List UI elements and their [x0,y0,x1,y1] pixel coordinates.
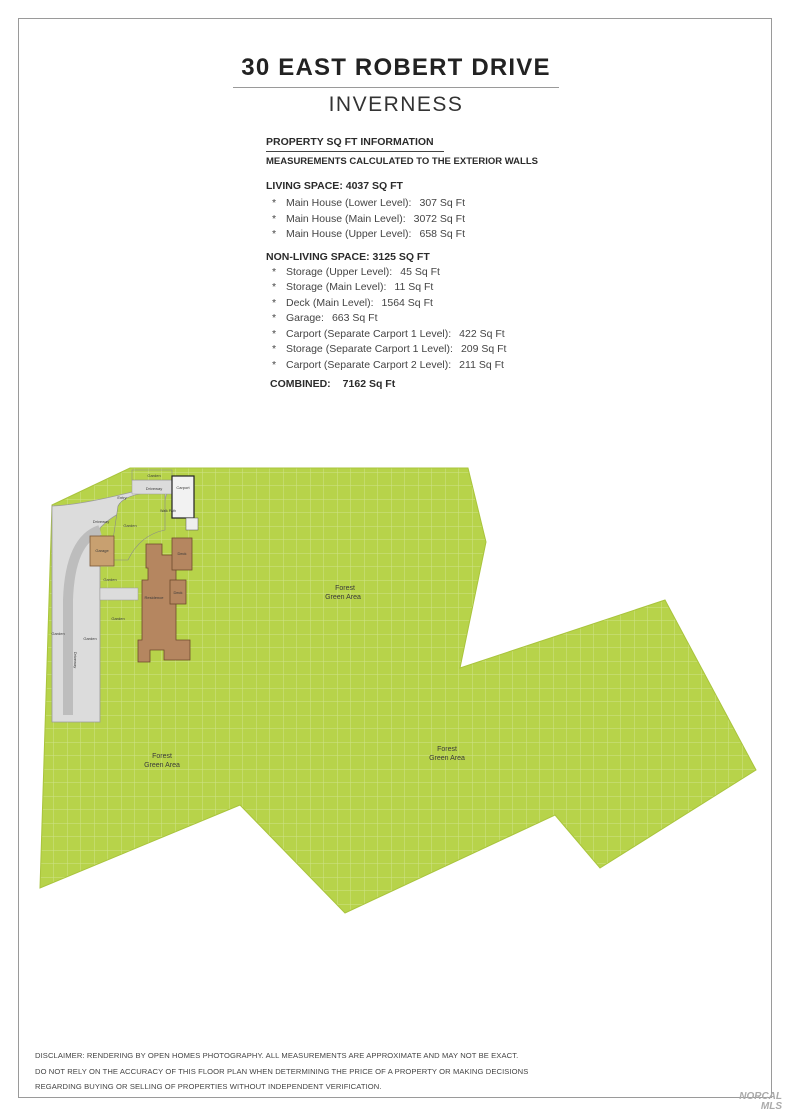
list-item: * Main House (Upper Level): 658 Sq Ft [272,228,466,240]
disclaimer-line: REGARDING BUYING OR SELLING OF PROPERTIES WITHOUT INDEPENDENT VERIFICATION. [35,1082,382,1091]
living-space-heading: LIVING SPACE: 4037 SQ FT [266,180,403,192]
non-living-space-list [266,265,538,374]
entry-label: Entry [117,495,127,500]
residence-label: Residence [144,595,164,600]
sqft-info-divider [266,151,444,152]
garden-label-top: Garden [147,473,161,478]
site-plan [0,460,792,930]
walk-path-label: Walk Path [160,509,176,513]
combined-value: 7162 Sq Ft [342,378,396,390]
garden-label-front: Garden [123,523,137,528]
deck-label-upper: Deck [177,551,187,556]
list-item: * Storage (Separate Carport 1 Level): 209 Sq Ft [272,343,507,355]
forest-label-2: Forest [152,753,172,760]
driveway-label-left: Driveway [92,519,110,524]
garden-label-left: Garden [51,631,65,636]
disclaimer-line: DISCLAIMER: RENDERING BY OPEN HOMES PHOTOGRAPHY. ALL MEASUREMENTS ARE APPROXIMATE AND MAY NOT BE EXACT. [35,1051,519,1060]
disclaimer-line: DO NOT RELY ON THE ACCURACY OF THIS FLOOR PLAN WHEN DETERMINING THE PRICE OF A PROPERTY OR MAKING DECISIONS [35,1066,529,1076]
garden-label-mid: Garden [103,577,117,582]
driveway-label-vertical: Driveway [73,651,78,669]
garden-label-lower: Garden [111,616,125,621]
sqft-info-heading: PROPERTY SQ FT INFORMATION [266,136,434,148]
non-living-space-heading: NON-LIVING SPACE: 3125 SQ FT [266,250,430,263]
green-area-label-2: Green Area [144,762,180,769]
storage-shed [186,518,198,530]
title-divider [233,87,559,88]
driveway-label-top: Driveway [145,486,163,491]
list-item: * Storage (Main Level): 11 Sq Ft [272,281,434,293]
forest-label-1: Forest [335,585,355,592]
combined-label: COMBINED: [270,378,331,390]
list-item: * Storage (Upper Level): 45 Sq Ft [272,265,440,278]
deck-label-lower: Deck [173,590,183,595]
property-city: INVERNESS [328,93,464,116]
list-item: * Carport (Separate Carport 2 Level): 211 Sq Ft [272,358,504,371]
mls-watermark [739,1092,782,1112]
property-title: 30 EAST ROBERT DRIVE [241,54,551,81]
mls-watermark-line1: NORCAL [739,1091,782,1102]
entry-walk [100,588,138,600]
list-item: * Deck (Main Level): 1564 Sq Ft [272,296,433,309]
green-area-label-3: Green Area [429,755,465,762]
list-item: * Garage: 663 Sq Ft [272,312,378,324]
list-item: * Main House (Lower Level): 307 Sq Ft [272,197,466,209]
sqft-info [266,136,538,390]
disclaimer [35,1048,528,1095]
living-space-list [266,196,538,243]
carport-label: Carport [176,485,190,490]
garden-label-center: Garden [83,636,97,641]
green-area-label-1: Green Area [325,594,361,601]
combined-total [270,378,538,390]
list-item: * Carport (Separate Carport 1 Level): 422 Sq Ft [272,327,505,340]
mls-watermark-line2: MLS [760,1101,782,1112]
list-item: * Main House (Main Level): 3072 Sq Ft [272,212,466,225]
forest-label-3: Forest [437,746,457,753]
garage-label: Garage [95,548,109,553]
measurement-note: MEASUREMENTS CALCULATED TO THE EXTERIOR WALLS [266,156,538,167]
